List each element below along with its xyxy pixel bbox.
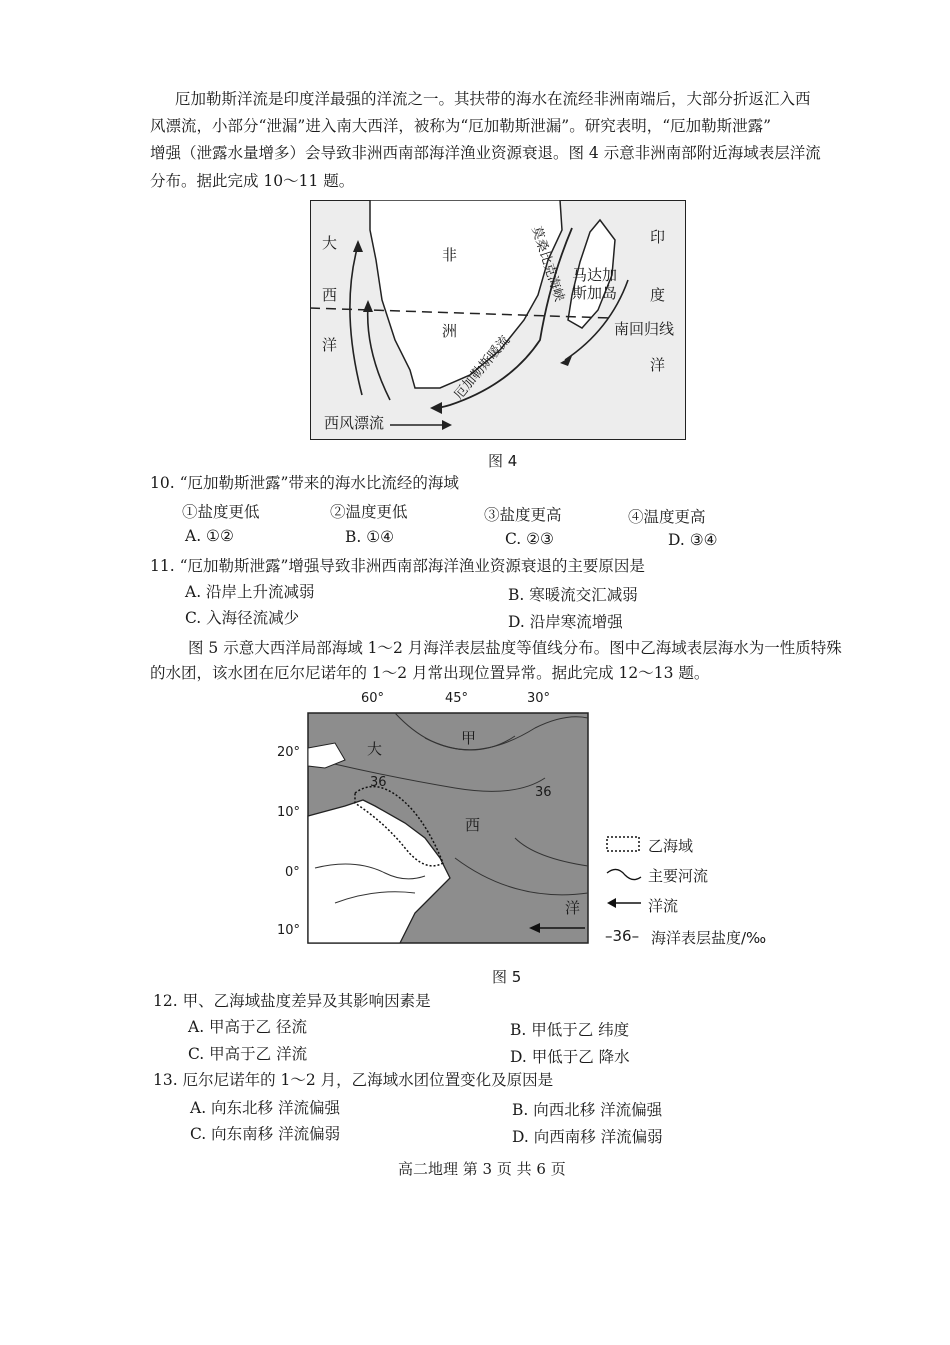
q13-option-b[interactable]: B. 向西北移 洋流偏强 (512, 1101, 663, 1119)
label-jia: 甲 (461, 729, 477, 747)
legend-river-symbol (607, 869, 641, 879)
lon-tick-30: 30° (527, 691, 551, 706)
label-da: 大 (367, 740, 383, 758)
legend-isoline-label: 海洋表层盐度/‰ (651, 929, 767, 947)
intro2-line2: 的水团，该水团在厄尔尼诺年的 1～2 月常出现位置异常。据此完成 12～13 题。 (150, 664, 710, 682)
q13-option-a[interactable]: A. 向东北移 洋流偏强 (190, 1099, 340, 1117)
q10-stem: 10. “厄加勒斯泄露”带来的海水比流经的海域 (150, 474, 459, 492)
intro1-line2: 风漂流，小部分“泄漏”进入南大西洋，被称为“厄加勒斯泄漏”。研究表明，“厄加勒斯泄露” (150, 117, 772, 135)
label-madagascar-1: 马达加 (572, 266, 618, 284)
q12-stem: 12. 甲、乙海域盐度差异及其影响因素是 (153, 992, 431, 1010)
intro1-line3: 增强（泄露水量增多）会导致非洲西南部海洋渔业资源衰退。图 4 示意非洲南部附近海域表层洋流 (150, 144, 821, 162)
q10-item-3: ③盐度更高 (484, 506, 562, 524)
legend-isoline-value: 36 (612, 927, 632, 945)
q10-option-b[interactable]: B. ①④ (345, 528, 395, 546)
label-atlantic-1: 大 (322, 234, 338, 252)
legend-river-label: 主要河流 (648, 867, 709, 885)
figure-4-caption: 图 4 (488, 452, 518, 470)
label-indian-1: 印 (650, 228, 666, 246)
label-indian-2: 度 (650, 286, 666, 304)
lat-tick-10n: 10° (277, 805, 301, 820)
q13-option-c[interactable]: C. 向东南移 洋流偏弱 (190, 1125, 341, 1143)
q11-stem: 11. “厄加勒斯泄露”增强导致非洲西南部海洋渔业资源衰退的主要原因是 (150, 557, 645, 575)
q11-option-b[interactable]: B. 寒暖流交汇减弱 (508, 586, 638, 604)
q10-option-a[interactable]: A. ①② (185, 527, 234, 545)
figure-5-map (275, 688, 595, 953)
label-africa-1: 非 (442, 246, 458, 264)
label-iso-36-a: 36 (370, 775, 387, 790)
arrow-head (607, 898, 616, 908)
intro2-line1: 图 5 示意大西洋局部海域 1～2 月海洋表层盐度等值线分布。图中乙海域表层海水为一性质特殊 (188, 639, 842, 657)
legend-yi-label: 乙海域 (648, 837, 694, 855)
label-africa-2: 洲 (442, 322, 458, 340)
label-atlantic-3: 洋 (322, 336, 338, 354)
label-xi: 西 (465, 816, 481, 834)
page-footer: 高二地理 第 3 页 共 6 页 (398, 1160, 566, 1178)
q11-option-c[interactable]: C. 入海径流减少 (185, 609, 300, 627)
lat-tick-10s: 10° (277, 923, 301, 938)
q13-stem: 13. 厄尔尼诺年的 1～2 月，乙海域水团位置变化及原因是 (153, 1071, 554, 1089)
lat-tick-0: 0° (285, 865, 300, 880)
lon-tick-45: 45° (445, 691, 469, 706)
q11-option-d[interactable]: D. 沿岸寒流增强 (508, 613, 623, 631)
label-westwind: 西风漂流 (324, 414, 385, 432)
q13-option-d[interactable]: D. 向西南移 洋流偏弱 (512, 1128, 663, 1146)
q10-option-d[interactable]: D. ③④ (668, 531, 718, 549)
label-madagascar-2: 斯加岛 (572, 284, 618, 302)
q10-option-c[interactable]: C. ②③ (505, 530, 554, 548)
q12-option-d[interactable]: D. 甲低于乙 降水 (510, 1048, 630, 1066)
intro1-line4: 分布。据此完成 10～11 题。 (150, 172, 355, 190)
legend-isoline-symbol: –36– (605, 927, 640, 945)
label-yang: 洋 (565, 899, 581, 917)
intro1-line1: 厄加勒斯洋流是印度洋最强的洋流之一。其扶带的海水在流经非洲南端后，大部分折返汇入西 (175, 90, 811, 108)
q12-option-c[interactable]: C. 甲高于乙 洋流 (188, 1045, 308, 1063)
q10-item-1: ①盐度更低 (182, 503, 260, 521)
label-iso-36-b: 36 (535, 785, 552, 800)
label-atlantic-2: 西 (322, 286, 338, 304)
label-indian-3: 洋 (650, 356, 666, 374)
legend-current-label: 洋流 (648, 897, 679, 915)
lon-tick-60: 60° (361, 691, 385, 706)
legend-yi-symbol (607, 837, 639, 851)
label-agulhas: 厄加勒斯暖流 (451, 333, 514, 403)
q10-item-4: ④温度更高 (628, 508, 706, 526)
label-tropic: 南回归线 (614, 320, 675, 338)
q12-option-b[interactable]: B. 甲低于乙 纬度 (510, 1021, 630, 1039)
figure-5-caption: 图 5 (492, 968, 522, 986)
lat-tick-20: 20° (277, 745, 301, 760)
q11-option-a[interactable]: A. 沿岸上升流减弱 (185, 583, 315, 601)
label-mozambique: 莫桑比克海峡 (528, 224, 567, 304)
figure-4-map (310, 200, 686, 440)
q10-item-2: ②温度更低 (330, 503, 408, 521)
q12-option-a[interactable]: A. 甲高于乙 径流 (188, 1018, 307, 1036)
